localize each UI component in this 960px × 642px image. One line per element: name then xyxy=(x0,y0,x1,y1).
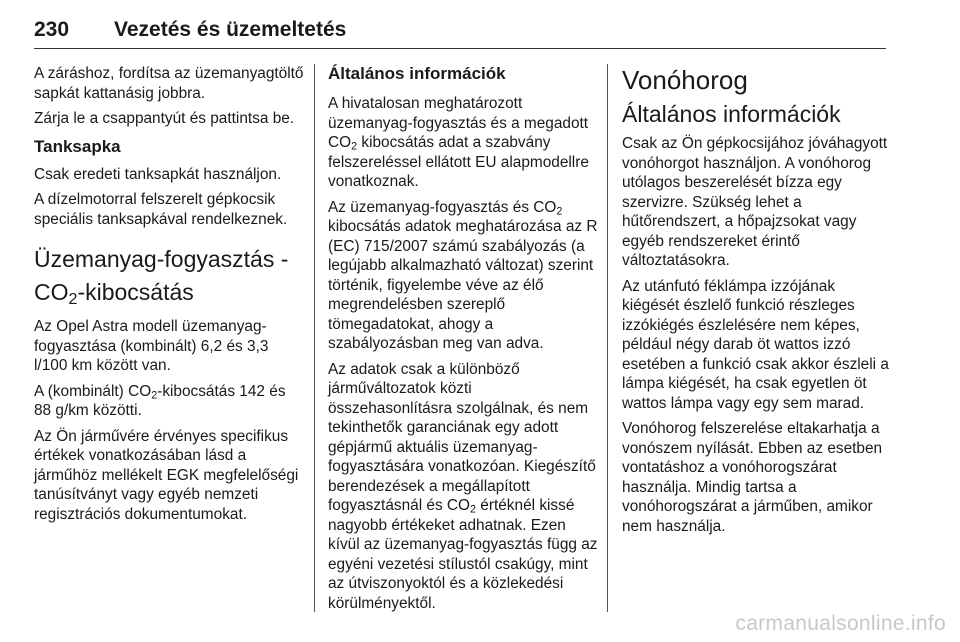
paragraph-closing-cap: A záráshoz, fordítsa az üzemanyagtöltő sapkát kattanásig jobbra. xyxy=(34,65,304,102)
column-3 xyxy=(622,64,892,542)
comparison-subscript: 2 xyxy=(470,503,477,516)
regulation-subscript: 2 xyxy=(556,205,563,218)
heading-fuel-subscript: 2 xyxy=(68,290,78,309)
heading-fuel-part-b: -kibocsátás xyxy=(77,279,194,305)
co2-range-text-a: A (kombinált) CO xyxy=(34,382,152,400)
official-consumption-text-b: kibocsátás adat a szabvány felszereléssel ellátott EU alapmodellre vonatkoznak. xyxy=(328,134,589,190)
paragraph-brake-lamp: Az utánfutó féklámpa izzójának kiégését észlelő funkció részleges izzókiégés észlelésére nem képes, például négy darab öt wattos izzó esetében a funkció csak akkor észleli a lámpa kiégését, ha csak egyetlen öt wattos lámpa vagy egy sem marad. xyxy=(622,277,889,412)
comparison-text-a: Az adatok csak a különböző járműváltozatok közti összehasonlításra szolgálnak, és nem tekinthetők garanciának egy adott gépjármű aktuális üzemanyag-fogyasztására vonatkozóan. Kiegészítő berendezések a megállapított fogyasztásnál és CO xyxy=(328,360,596,514)
official-consumption-subscript: 2 xyxy=(351,140,358,153)
heading-tanksapka: Tanksapka xyxy=(34,136,121,156)
running-title: Vezetés és üzemeltetés xyxy=(114,18,347,41)
header-rule xyxy=(34,48,886,49)
heading-general-info: Általános információk xyxy=(328,64,506,83)
column-divider-2 xyxy=(607,64,608,612)
paragraph-diesel-cap: A dízelmotorral felszerelt gépkocsik speciális tanksapkával rendelkeznek. xyxy=(34,191,288,228)
paragraph-co2-range xyxy=(34,382,306,421)
column-2 xyxy=(328,64,598,619)
paragraph-close-flap: Zárja le a csappantyút és pattintsa be. xyxy=(34,110,295,127)
paragraph-towbar-mount: Vonóhorog felszerelése eltakarhatja a vonószem nyílását. Ebben az esetben vontatáshoz a vonóhorogszárat használja. Mindig tartsa a vonóhorogszárat a járműben, amikor nem használja. xyxy=(622,420,883,535)
heading-vonohorog: Vonóhorog xyxy=(622,65,748,95)
page-header xyxy=(34,18,886,48)
paragraph-official-consumption xyxy=(328,94,598,192)
heading-fuel-co: CO xyxy=(34,279,69,305)
paragraph-original-cap: Csak eredeti tanksapkát használjon. xyxy=(34,165,282,183)
column-divider-1 xyxy=(314,64,315,612)
column-1 xyxy=(34,64,306,530)
paragraph-comparison xyxy=(328,360,598,614)
paragraph-regulation xyxy=(328,198,598,354)
regulation-text-a: Az üzemanyag-fogyasztás és CO xyxy=(328,198,557,216)
heading-tow-general-info: Általános információk xyxy=(622,101,841,127)
official-consumption-text-a: A hivatalosan meghatározott üzemanyag-fogyasztás és a megadott CO xyxy=(328,95,589,151)
heading-fuel-consumption xyxy=(34,243,306,309)
paragraph-approved-towbar: Csak az Ön gépkocsijához jóváhagyott vonóhorgot használjon. A vonóhorog utólagos beszerelését bízza egy szervizre. Szükség lehet a hűtőrendszert, a hőpajzsokat vagy egyéb rendszereket érintő változtatásokra. xyxy=(622,135,888,269)
heading-fuel-part-a: Üzemanyag-fogyasztás - xyxy=(34,246,289,272)
co2-range-subscript: 2 xyxy=(151,389,158,402)
regulation-text-b: kibocsátás adatok meghatározása az R (EC) 715/2007 számú szabályozás (a legújabb alkalmazható változat) szerint történik, figyelembe véve az élő megrendelésben szereplő tömegadatokat, ahogy a szabályozásban meg van adva. xyxy=(328,218,598,352)
page-number: 230 xyxy=(34,18,70,41)
co2-range-text-b: -kibocsátás 142 és 88 g/km közötti. xyxy=(34,382,286,419)
paragraph-consumption-range: Az Opel Astra modell üzemanyag-fogyasztása (kombinált) 6,2 és 3,3 l/100 km között van. xyxy=(34,318,269,374)
watermark-text: carmanualsonline.info xyxy=(735,612,946,635)
paragraph-specific-values: Az Ön járművére érvényes specifikus értékek vonatkozásában lásd a járműhöz mellékelt EGK megfelelőségi tanúsítványt vagy egyéb nemzeti regisztrációs dokumentumokat. xyxy=(34,427,299,523)
comparison-text-b: értéknél kissé nagyobb értékeket adhatnak. Ezen kívül az üzemanyag-fogyasztás függ az egyéni vezetési stílustól csakúgy, mint az útviszonyoktól és a közlekedési körülményektől. xyxy=(328,497,598,612)
